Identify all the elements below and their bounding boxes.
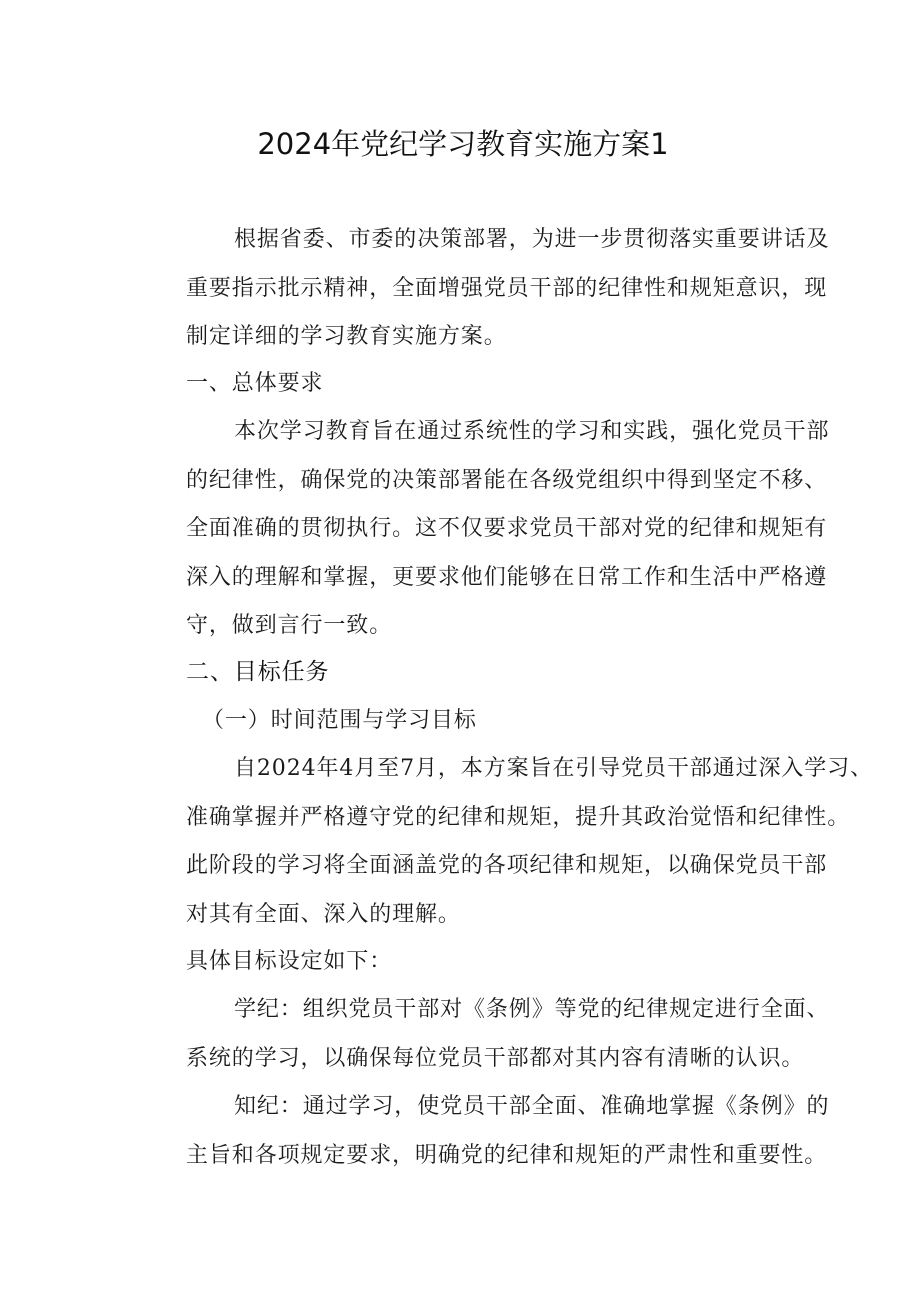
section1-line: 全面准确的贯彻执行。这不仅要求党员干部对党的纪律和规矩有: [186, 516, 828, 541]
goal-xueji-paragraph: [138, 986, 830, 1083]
subsection1-heading: （一）时间范围与学习目标: [202, 708, 477, 733]
section1-line: 守，做到言行一致。: [186, 613, 393, 638]
section1-line: 的纪律性，确保党的决策部署能在各级党组织中得到坚定不移、: [186, 467, 828, 493]
section1-line: 本次学习教育旨在通过系统性的学习和实践，强化党员干部: [234, 419, 830, 444]
subsection1-line: 自2024年4月至7月，本方案旨在引导党员干部通过深入学习、: [234, 756, 873, 781]
goals-intro: 具体目标设定如下：: [186, 949, 393, 974]
intro-line: 制定详细的学习教育实施方案。: [186, 324, 507, 349]
goal-zhiji-line: 主旨和各项规定要求，明确党的纪律和规矩的严肃性和重要性。: [186, 1142, 828, 1168]
subsection1-line: 此阶段的学习将全面涵盖党的各项纪律和规矩，以确保党员干部: [186, 853, 828, 878]
intro-line: 重要指示批示精神，全面增强党员干部的纪律性和规矩意识，现: [186, 275, 828, 301]
subsection1-paragraph: [138, 745, 873, 939]
goal-xueji-line: 学纪：组织党员干部对《条例》等党的纪律规定进行全面、: [234, 997, 830, 1022]
intro-line: 根据省委、市委的决策部署，为进一步贯彻落实重要讲话及: [234, 227, 830, 252]
section1-paragraph: [138, 408, 830, 651]
subsection1-line: 准确掌握并严格遵守党的纪律和规矩，提升其政治觉悟和纪律性。: [186, 804, 851, 830]
section2-heading: 二、目标任务: [186, 659, 330, 685]
goal-zhiji-paragraph: [138, 1083, 830, 1180]
section1-heading: 一、总体要求: [186, 371, 324, 396]
document-title: 2024年党纪学习教育实施方案1: [257, 127, 669, 161]
subsection1-line: 对其有全面、深入的理解。: [186, 901, 461, 927]
goal-xueji-line: 系统的学习，以确保每位党员干部都对其内容有清晰的认识。: [186, 1045, 805, 1071]
section1-line: 深入的理解和掌握，更要求他们能够在日常工作和生活中严格遵: [186, 564, 828, 590]
goal-zhiji-line: 知纪：通过学习，使党员干部全面、准确地掌握《条例》的: [234, 1094, 830, 1119]
intro-paragraph: [138, 216, 830, 362]
